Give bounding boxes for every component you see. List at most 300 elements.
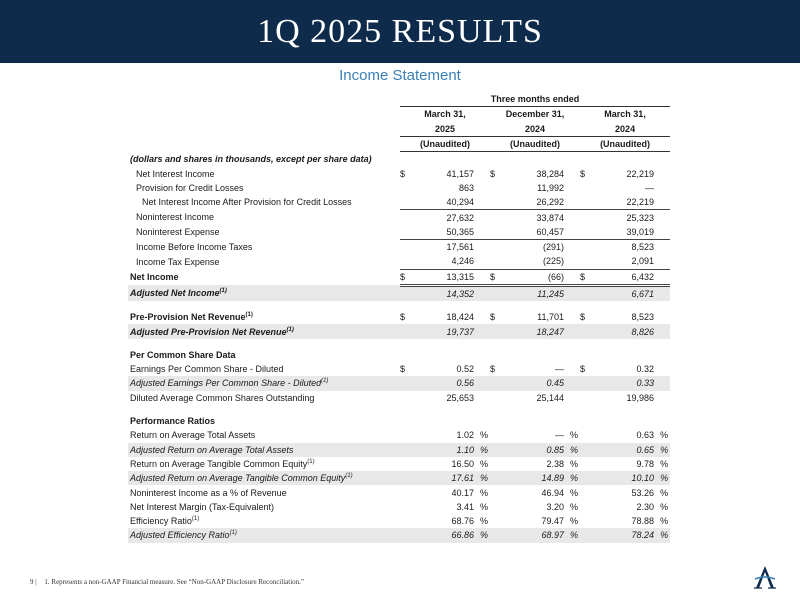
row-label [128, 210, 400, 225]
row-label-text: Adjusted Earnings Per Common Share - Diluted [130, 378, 322, 389]
table-row [128, 485, 670, 499]
currency-symbol [490, 428, 500, 442]
table-row [128, 285, 670, 301]
percent-symbol: % [479, 458, 488, 469]
table-row [128, 225, 670, 240]
value-period-3: 0.65 [590, 443, 656, 457]
spacer-cell [128, 339, 670, 348]
percent-symbol [656, 225, 670, 240]
row-label [128, 485, 400, 499]
value-period-1: 0.52 [456, 364, 474, 375]
currency-symbol [400, 391, 410, 405]
percent-symbol [476, 362, 490, 376]
value-period-3: 8,826 [590, 324, 656, 338]
percent-symbol [656, 269, 670, 285]
value-period-3: — [645, 182, 654, 193]
value-period-2: (291) [542, 242, 564, 253]
value-period-2: 11,701 [537, 312, 564, 323]
spacer-row [128, 405, 670, 414]
percent-symbol: % [660, 487, 669, 498]
percent-symbol [566, 324, 580, 338]
percent-symbol [566, 166, 580, 180]
table-row [128, 324, 670, 338]
value-period-1: 1.10 [410, 443, 476, 457]
currency-symbol: $ [400, 364, 406, 375]
percent-symbol: % [569, 487, 578, 498]
spacer-row [128, 339, 670, 348]
spacer-row [128, 301, 670, 310]
percent-symbol: % [569, 501, 578, 512]
value-period-3: 19,986 [626, 392, 654, 403]
percent-symbol [656, 166, 670, 180]
value-period-3: 2.30 [636, 501, 654, 512]
currency-symbol [580, 324, 590, 338]
percent-symbol: % [566, 471, 580, 485]
row-label-text: Net Interest Income [136, 168, 215, 179]
row-label [128, 443, 400, 457]
value-period-1: 4,246 [410, 254, 476, 269]
percent-symbol [656, 195, 670, 210]
percent-symbol [656, 254, 670, 269]
table-row [128, 181, 670, 195]
table-row [128, 376, 670, 390]
row-label [128, 324, 400, 338]
percent-symbol: % [479, 430, 488, 441]
percent-symbol: % [569, 430, 578, 441]
currency-symbol [490, 254, 500, 269]
row-label-text: Efficiency Ratio [130, 516, 192, 527]
currency-symbol [400, 485, 410, 499]
footnote-marker: (1) [345, 473, 353, 480]
percent-symbol: % [660, 458, 669, 469]
percent-symbol [476, 210, 490, 225]
spacer-cell [128, 301, 670, 310]
table-row [128, 269, 670, 285]
row-label [128, 471, 400, 485]
currency-symbol [490, 391, 500, 405]
currency-symbol [400, 428, 410, 442]
value-period-1: 1.02 [456, 430, 474, 441]
currency-symbol: $ [490, 364, 496, 375]
value-period-2: (225) [500, 254, 566, 269]
currency-symbol [580, 391, 590, 405]
percent-symbol: % [660, 501, 669, 512]
row-label-text: Pre-Provision Net Revenue [130, 312, 246, 323]
value-period-1: 0.56 [410, 376, 476, 390]
currency-symbol [400, 210, 410, 225]
value-period-1: 3.41 [456, 501, 474, 512]
value-period-3: 22,219 [590, 195, 656, 210]
currency-symbol [400, 195, 410, 210]
value-period-1: 41,157 [446, 168, 474, 179]
period-row-3 [128, 136, 670, 151]
currency-symbol [400, 239, 410, 254]
period-3-line3: (Unaudited) [580, 136, 670, 151]
value-period-3: 53.26 [631, 487, 654, 498]
row-label-text: Noninterest Income [136, 212, 215, 223]
per-share-heading: Per Common Share Data [130, 349, 236, 360]
percent-symbol [566, 269, 580, 285]
period-1-line3: (Unaudited) [400, 136, 490, 151]
currency-symbol: $ [580, 364, 586, 375]
value-period-3: 0.63 [636, 430, 654, 441]
row-label-text: Noninterest Expense [136, 227, 220, 238]
period-2-line2: 2024 [490, 122, 580, 137]
percent-symbol: % [479, 516, 488, 527]
currency-symbol [400, 443, 410, 457]
currency-symbol [580, 239, 590, 254]
value-period-3: 39,019 [590, 225, 656, 240]
value-period-1: 19,737 [410, 324, 476, 338]
currency-symbol [490, 225, 500, 240]
units-note-row [128, 152, 670, 167]
value-period-2: — [555, 430, 564, 441]
percent-symbol: % [479, 487, 488, 498]
percent-symbol: % [569, 516, 578, 527]
currency-symbol: $ [580, 312, 586, 323]
value-period-3: 9.78 [636, 458, 654, 469]
footnote-text: 1. Represents a non-GAAP Financial measure. See “Non-GAAP Disclosure Reconciliation.” [44, 578, 304, 586]
row-label [128, 528, 400, 542]
footnote-marker: (1) [245, 312, 253, 319]
value-period-1: 27,632 [446, 212, 474, 223]
percent-symbol [566, 195, 580, 210]
currency-symbol [490, 181, 500, 195]
period-3-line2: 2024 [580, 122, 670, 137]
percent-symbol [476, 166, 490, 180]
row-label [128, 239, 400, 254]
table-row [128, 471, 670, 485]
currency-symbol [490, 195, 500, 210]
footnote-marker: (1) [191, 516, 200, 523]
currency-symbol [580, 457, 590, 471]
value-period-2: 79.47 [541, 516, 564, 527]
currency-symbol [490, 485, 500, 499]
percent-symbol [476, 239, 490, 254]
value-period-3: 2,091 [590, 254, 656, 269]
footnote-marker: (1) [307, 458, 315, 465]
currency-symbol [490, 471, 500, 485]
percent-symbol: % [566, 528, 580, 542]
currency-symbol [400, 471, 410, 485]
currency-symbol: $ [400, 168, 406, 179]
percent-symbol [566, 254, 580, 269]
row-label-text: Net Interest Margin (Tax-Equivalent) [130, 501, 275, 512]
row-label-text: Adjusted Pre-Provision Net Revenue [130, 326, 287, 337]
row-label [128, 457, 400, 471]
percent-symbol [476, 391, 490, 405]
ratios-heading: Performance Ratios [130, 416, 216, 427]
currency-symbol: $ [580, 269, 590, 285]
row-label-text: Return on Average Tangible Common Equity [130, 458, 308, 469]
row-label-text: Income Before Income Taxes [136, 241, 253, 252]
currency-symbol [400, 528, 410, 542]
value-period-3: 78.88 [631, 516, 654, 527]
footnote-marker: (1) [219, 288, 227, 295]
table-row [128, 528, 670, 542]
row-label-text: Net Interest Income After Provision for Credit Losses [142, 197, 352, 208]
row-label [128, 285, 400, 301]
value-period-3: 8,523 [631, 312, 654, 323]
row-label [128, 310, 400, 324]
row-label [128, 376, 400, 390]
value-period-2: 11,992 [537, 182, 564, 193]
percent-symbol [476, 225, 490, 240]
currency-symbol: $ [400, 269, 410, 285]
percent-symbol: % [476, 528, 490, 542]
currency-symbol: $ [580, 168, 586, 179]
period-3-line1: March 31, [604, 109, 646, 120]
table-row [128, 210, 670, 225]
table-row [128, 254, 670, 269]
value-period-1: 863 [458, 182, 474, 193]
table-row [128, 239, 670, 254]
percent-symbol [566, 225, 580, 240]
percent-symbol: % [656, 528, 670, 542]
row-label [128, 500, 400, 514]
currency-symbol [580, 514, 590, 528]
percent-symbol [566, 362, 580, 376]
row-label-text: Diluted Average Common Shares Outstanding [130, 392, 315, 403]
company-a-logo-icon [752, 564, 778, 590]
page-title: 1Q 2025 RESULTS [257, 13, 543, 50]
footnote-marker: (1) [286, 326, 294, 333]
currency-symbol [580, 195, 590, 210]
value-period-1: 17.61 [410, 471, 476, 485]
value-period-3: 25,323 [626, 212, 654, 223]
percent-symbol [476, 269, 490, 285]
row-label [128, 428, 400, 442]
row-label-text: Net Income [130, 272, 179, 283]
period-row-2 [128, 122, 670, 137]
currency-symbol: $ [490, 312, 496, 323]
currency-symbol [580, 528, 590, 542]
period-2-line1: December 31, [505, 109, 565, 120]
currency-symbol [400, 324, 410, 338]
table-row [128, 362, 670, 376]
percent-symbol [476, 310, 490, 324]
percent-symbol [476, 285, 490, 301]
table-row [128, 514, 670, 528]
currency-symbol [490, 500, 500, 514]
percent-symbol [566, 310, 580, 324]
currency-symbol [580, 376, 590, 390]
row-label-text: Adjusted Efficiency Ratio [130, 530, 230, 541]
percent-symbol [656, 181, 670, 195]
percent-symbol [656, 285, 670, 301]
currency-symbol: $ [490, 168, 496, 179]
value-period-2: 2.38 [546, 458, 564, 469]
footnote-marker: (1) [229, 530, 237, 537]
value-period-3: 6,671 [590, 285, 656, 301]
row-label [128, 391, 400, 405]
value-period-3: 6,432 [590, 269, 656, 285]
period-row-1 [128, 107, 670, 122]
currency-symbol [400, 376, 410, 390]
value-period-2: 3.20 [546, 501, 564, 512]
value-period-1: 68.76 [451, 516, 474, 527]
percent-symbol [566, 391, 580, 405]
value-period-2: 46.94 [541, 487, 564, 498]
row-label [128, 514, 400, 528]
value-period-1: 40.17 [451, 487, 474, 498]
percent-symbol [566, 376, 580, 390]
percent-symbol [656, 362, 670, 376]
page-number: 9 | [30, 578, 37, 586]
value-period-2: 25,144 [536, 392, 564, 403]
currency-symbol [490, 457, 500, 471]
group-header-row [128, 92, 670, 107]
footnote-marker: (1) [321, 378, 329, 385]
value-period-2: 11,245 [500, 285, 566, 301]
table-row [128, 428, 670, 442]
table-row [128, 500, 670, 514]
percent-symbol [656, 376, 670, 390]
per-share-heading-row [128, 348, 670, 362]
table-row [128, 391, 670, 405]
value-period-2: 38,284 [536, 168, 564, 179]
currency-symbol [580, 471, 590, 485]
value-period-1: 14,352 [410, 285, 476, 301]
currency-symbol [580, 428, 590, 442]
percent-symbol [566, 181, 580, 195]
value-period-1: 13,315 [410, 269, 476, 285]
row-label-text: Adjusted Net Income [130, 288, 220, 299]
period-2-line3: (Unaudited) [490, 136, 580, 151]
percent-symbol [566, 239, 580, 254]
row-label [128, 269, 400, 285]
percent-symbol: % [569, 458, 578, 469]
title-banner [0, 0, 800, 63]
row-label-text: Noninterest Income as a % of Revenue [130, 487, 287, 498]
currency-symbol [580, 254, 590, 269]
period-1-line1: March 31, [424, 109, 466, 120]
currency-symbol [400, 225, 410, 240]
percent-symbol: % [476, 443, 490, 457]
value-period-2: 68.97 [500, 528, 566, 542]
footnote [30, 578, 304, 586]
value-period-3: 22,219 [626, 168, 654, 179]
currency-symbol [490, 285, 500, 301]
row-label [128, 254, 400, 269]
percent-symbol [656, 239, 670, 254]
currency-symbol [580, 500, 590, 514]
percent-symbol [656, 310, 670, 324]
value-period-1: 66.86 [410, 528, 476, 542]
percent-symbol: % [656, 443, 670, 457]
value-period-2: 0.85 [500, 443, 566, 457]
percent-symbol: % [566, 443, 580, 457]
percent-symbol [476, 324, 490, 338]
currency-symbol [490, 443, 500, 457]
row-label-text: Return on Average Total Assets [130, 430, 256, 441]
value-period-3: 8,523 [631, 242, 654, 253]
percent-symbol: % [479, 501, 488, 512]
currency-symbol [580, 485, 590, 499]
table-row [128, 443, 670, 457]
value-period-2: 0.45 [500, 376, 566, 390]
row-label [128, 362, 400, 376]
spacer-cell [128, 405, 670, 414]
currency-symbol [400, 514, 410, 528]
currency-symbol [400, 457, 410, 471]
value-period-2: 14.89 [500, 471, 566, 485]
currency-symbol [580, 443, 590, 457]
currency-symbol [580, 181, 590, 195]
section-subtitle: Income Statement [339, 67, 461, 84]
value-period-2: 26,292 [500, 195, 566, 210]
table-row [128, 195, 670, 210]
row-label-text: Adjusted Return on Average Total Assets [130, 444, 294, 455]
percent-symbol: % [656, 471, 670, 485]
currency-symbol: $ [490, 269, 500, 285]
income-statement-table [128, 92, 670, 543]
percent-symbol: % [660, 516, 669, 527]
percent-symbol [656, 391, 670, 405]
currency-symbol [580, 210, 590, 225]
value-period-1: 50,365 [410, 225, 476, 240]
value-period-1: 40,294 [410, 195, 476, 210]
table-row [128, 457, 670, 471]
percent-symbol [476, 195, 490, 210]
row-label-text: Income Tax Expense [136, 256, 220, 267]
value-period-2: 18,247 [500, 324, 566, 338]
period-1-line2: 2025 [400, 122, 490, 137]
percent-symbol: % [660, 430, 669, 441]
value-period-2: 33,874 [536, 212, 564, 223]
row-label [128, 195, 400, 210]
units-note: (dollars and shares in thousands, except per share data) [130, 154, 372, 165]
row-label-text: Provision for Credit Losses [136, 182, 244, 193]
percent-symbol [566, 285, 580, 301]
percent-symbol [656, 210, 670, 225]
currency-symbol [400, 500, 410, 514]
value-period-1: 25,653 [446, 392, 474, 403]
value-period-3: 10.10 [590, 471, 656, 485]
currency-symbol [490, 528, 500, 542]
ratios-heading-row [128, 414, 670, 428]
currency-symbol [490, 514, 500, 528]
percent-symbol [476, 181, 490, 195]
value-period-3: 0.32 [636, 364, 654, 375]
currency-symbol: $ [400, 312, 406, 323]
currency-symbol [490, 376, 500, 390]
group-header: Three months ended [400, 92, 670, 107]
currency-symbol [400, 181, 410, 195]
value-period-2: — [555, 364, 564, 375]
currency-symbol [490, 210, 500, 225]
value-period-2: (66) [500, 269, 566, 285]
row-label-text: Adjusted Return on Average Tangible Common Equity [130, 473, 346, 484]
table-row [128, 310, 670, 324]
currency-symbol [400, 254, 410, 269]
currency-symbol [400, 285, 410, 301]
table-row [128, 166, 670, 180]
percent-symbol [656, 324, 670, 338]
value-period-2: 60,457 [500, 225, 566, 240]
row-label-text: Earnings Per Common Share - Diluted [130, 364, 284, 375]
currency-symbol [580, 225, 590, 240]
row-label [128, 225, 400, 240]
percent-symbol [476, 254, 490, 269]
value-period-1: 17,561 [446, 242, 474, 253]
percent-symbol: % [476, 471, 490, 485]
currency-symbol [490, 239, 500, 254]
percent-symbol [476, 376, 490, 390]
currency-symbol [580, 285, 590, 301]
row-label [128, 181, 400, 195]
value-period-1: 18,424 [446, 312, 474, 323]
